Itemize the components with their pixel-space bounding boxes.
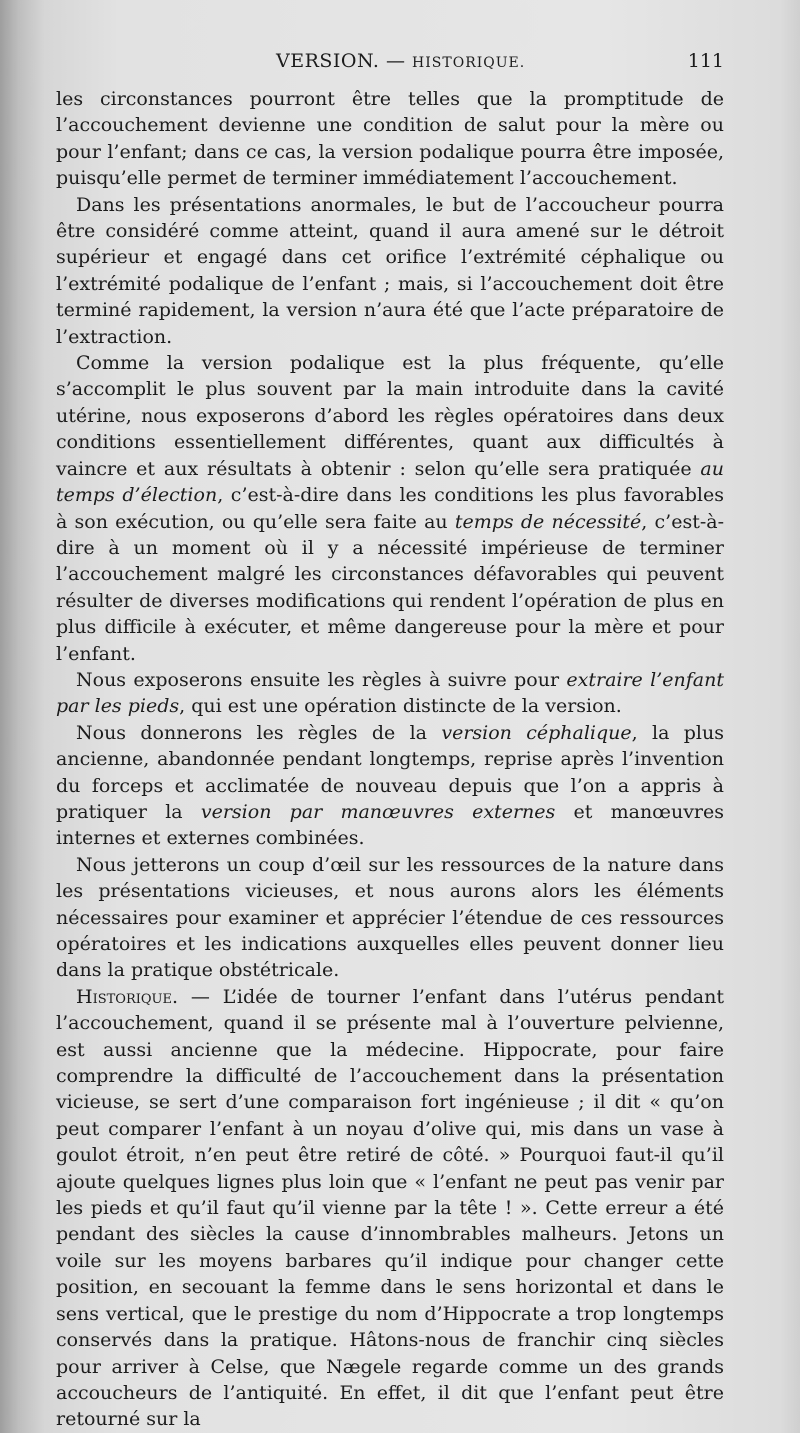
paragraph <box>56 852 724 984</box>
paragraph-text: , la plus ancienne, abandonnée pendant longtemps, reprise après l’invention du forceps et acclimatée de nouveau depuis que l’on a appris à pratiquer la <box>56 721 724 823</box>
running-header <box>56 50 724 80</box>
paragraph-text: Dans les présentations anormales, le but de l’accoucheur pourra être considéré comme atteint, quand il aura amené sur le détroit supérieur et engagé dans cet orifice l’extrémité céphalique ou l’extrémité podalique de l’enfant ; mais, si l’accouchement doit être terminé rapidement, la version n’aura été que l’acte préparatoire de l’extraction. <box>56 193 724 348</box>
paragraph-text: Nous jetterons un coup d’œil sur les ressources de la nature dans les présentations vicieuses, et nous aurons alors les éléments nécessaires pour examiner et apprécier l’étendue de ces ressources opératoires et les indications auxquelles elles peuvent donner lieu dans la pratique obstétricale. <box>56 853 724 982</box>
italic-text: temps de nécessité <box>454 510 642 533</box>
running-title <box>276 50 525 72</box>
paragraph <box>56 984 724 1433</box>
italic-text: version par manœuvres externes <box>200 800 556 823</box>
paragraph <box>56 350 724 667</box>
header-title: VERSION. <box>276 50 380 72</box>
header-section: HISTORIQUE. <box>412 55 526 71</box>
paragraph-text: et manœuvres internes et externes combinées. <box>56 800 725 850</box>
paragraph <box>56 86 724 192</box>
body-text <box>56 86 724 1433</box>
paragraph-text: Nous donnerons les règles de la <box>76 721 442 744</box>
bleed-through-shadow <box>120 1290 680 1310</box>
paragraph <box>56 720 724 852</box>
paragraph-text: les circonstances pourront être telles que la promptitude de l’accouchement devienne une condition de salut pour la mère ou pour l’enfant; dans ce cas, la version podalique pourra être imposée, puisqu’elle permet de terminer immédiatement l’accouchement. <box>56 88 724 190</box>
italic-text: version céphalique <box>441 721 632 744</box>
paragraph <box>56 667 724 720</box>
paragraph-text: , c’est-à-dire dans les conditions les plus favorables à son exécution, ou qu’elle sera faite au <box>56 484 724 533</box>
paragraph-text: , c’est-à-dire à un moment où il y a nécessité impérieuse de terminer l’accouchement malgré les circonstances défavorables qui peuvent résulter de diverses modifications qui rendent l’opération de plus en plus difficile à exécuter, et même dangereuse pour la mère et pour l’enfant. <box>56 510 725 665</box>
paragraph-text: Comme la version podalique est la plus fréquente, qu’elle s’accomplit le plus souvent par la main introduite dans la cavité utérine, nous exposerons d’abord les règles opératoires dans deux conditions essentiellement différentes, quant aux difficultés à vaincre et aux résultats à obtenir : selon qu’elle sera pratiquée <box>56 352 724 480</box>
paragraph-text: , qui est une opération distincte de la version. <box>179 695 622 718</box>
italic-text: au temps d’élection <box>56 457 724 507</box>
header-dash: — <box>386 50 406 72</box>
paragraph-text: Nous exposerons ensuite les règles à suivre pour <box>76 668 567 691</box>
section-heading: Historique. <box>76 985 179 1008</box>
page-number: 111 <box>687 50 724 72</box>
paragraph <box>56 192 724 350</box>
paragraph-text: — L’idée de tourner l’enfant dans l’utérus pendant l’accouchement, quand il se présente mal à l’ouverture pelvienne, est aussi ancienne que la médecine. Hippocrate, pour faire comprendre la difficulté de l’accouchement dans la présentation vicieuse, se sert d’une comparaison fort ingénieuse ; il dit « qu’on peut comparer l’enfant à un noyau d’olive qui, mis dans un vase à goulot étroit, n’en peut être retiré de côté. » Pourquoi faut-il qu’il ajoute quelques lignes plus loin que « l’enfant ne peut pas venir par les pieds et qu’il faut qu’il vienne par la tête ! ». Cette erreur a été pendant des siècles la cause d’innombrables malheurs. Jetons un voile sur les moyens barbares qu’il indique pour changer cette position, en secouant la femme dans le sens horizontal et dans le sens vertical, que le prestige du nom d’Hippocrate a trop longtemps conservés dans la pratique. Hâtons-nous de franchir cinq siècles pour arriver à Celse, que Nægele regarde comme un des grands accoucheurs de l’antiquité. En effet, il dit que l’enfant peut être retourné sur la <box>56 985 724 1431</box>
italic-text: extraire l’enfant par les pieds <box>56 668 724 718</box>
